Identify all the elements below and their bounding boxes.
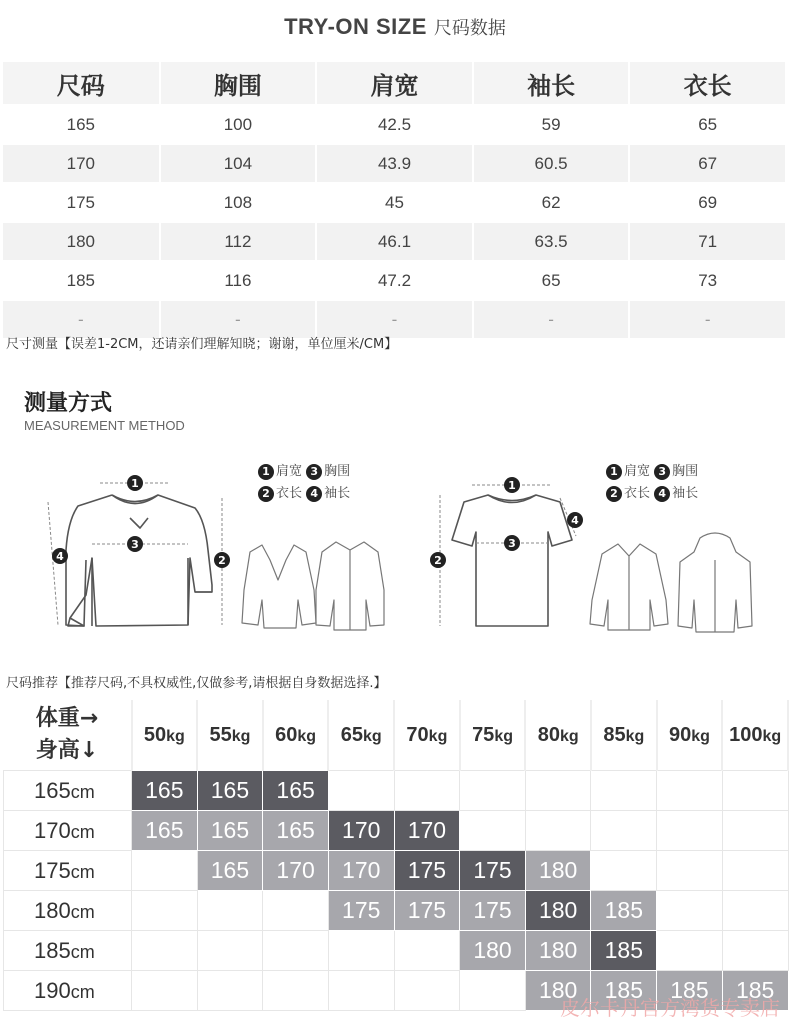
shirt-icon bbox=[590, 544, 668, 630]
size-col-header: 胸围 bbox=[160, 62, 317, 105]
sweater-outline-icon bbox=[68, 495, 212, 626]
table-cell: - bbox=[316, 300, 473, 338]
weight-value: 85 bbox=[603, 723, 626, 746]
height-header bbox=[4, 851, 132, 891]
weight-value: 60 bbox=[275, 723, 298, 746]
weight-unit: kg bbox=[363, 727, 382, 745]
size-table-body bbox=[3, 105, 786, 338]
badge-2: 2 bbox=[258, 486, 274, 502]
table-row bbox=[3, 261, 786, 300]
table-cell: - bbox=[3, 300, 160, 338]
weight-header bbox=[722, 700, 788, 771]
svg-text:4: 4 bbox=[571, 514, 579, 527]
table-row bbox=[4, 771, 789, 811]
height-value: 165 bbox=[34, 777, 71, 803]
page-title bbox=[0, 14, 790, 40]
weight-unit: kg bbox=[166, 727, 185, 745]
weight-unit: kg bbox=[625, 727, 645, 745]
size-cell: 180 bbox=[525, 971, 591, 1011]
height-value: 175 bbox=[34, 857, 71, 883]
height-value: 170 bbox=[34, 817, 71, 843]
table-cell: 175 bbox=[3, 183, 160, 222]
weight-unit: kg bbox=[494, 727, 513, 745]
weight-value: 80 bbox=[537, 723, 560, 746]
height-header bbox=[4, 931, 132, 971]
size-cell: 165 bbox=[263, 771, 329, 811]
weight-unit: kg bbox=[691, 727, 710, 745]
weight-value: 70 bbox=[406, 723, 429, 746]
marker-1-icon bbox=[127, 475, 143, 491]
table-row bbox=[3, 183, 786, 222]
table-cell: 104 bbox=[160, 144, 317, 183]
badge-1: 1 bbox=[258, 464, 274, 480]
weight-header bbox=[263, 700, 329, 771]
size-cell: 165 bbox=[197, 811, 263, 851]
table-cell: 170 bbox=[3, 144, 160, 183]
corner-label bbox=[4, 700, 132, 771]
size-cell bbox=[657, 811, 723, 851]
height-value: 185 bbox=[34, 937, 71, 963]
size-cell bbox=[525, 771, 591, 811]
table-cell: 185 bbox=[3, 261, 160, 300]
size-cell bbox=[657, 891, 723, 931]
size-cell bbox=[132, 971, 198, 1011]
marker-4-icon bbox=[567, 512, 583, 528]
size-cell bbox=[328, 971, 394, 1011]
size-table bbox=[3, 62, 787, 338]
height-value: 190 bbox=[34, 977, 71, 1003]
badge-2: 2 bbox=[606, 486, 622, 502]
table-cell: 108 bbox=[160, 183, 317, 222]
height-header bbox=[4, 971, 132, 1011]
weight-header bbox=[460, 700, 526, 771]
height-unit: cm bbox=[70, 941, 95, 962]
size-cell bbox=[722, 771, 788, 811]
size-cell: 175 bbox=[460, 891, 526, 931]
size-cell bbox=[722, 891, 788, 931]
height-unit: cm bbox=[70, 861, 95, 882]
table-cell: 59 bbox=[473, 105, 630, 144]
size-cell: 180 bbox=[525, 891, 591, 931]
size-cell bbox=[591, 851, 657, 891]
table-row bbox=[4, 811, 789, 851]
marker-3-icon bbox=[127, 536, 143, 552]
size-cell: 170 bbox=[328, 811, 394, 851]
size-cell: 170 bbox=[263, 851, 329, 891]
size-cell: 165 bbox=[263, 811, 329, 851]
height-header bbox=[4, 771, 132, 811]
table-cell: 112 bbox=[160, 222, 317, 261]
table-cell: 71 bbox=[629, 222, 786, 261]
size-cell bbox=[657, 851, 723, 891]
legend-label: 胸围 bbox=[672, 464, 699, 479]
title-cn: 尺码数据 bbox=[433, 18, 506, 39]
weight-value: 65 bbox=[340, 723, 364, 746]
title-en: TRY-ON SIZE bbox=[284, 14, 427, 39]
weight-header bbox=[525, 700, 591, 771]
size-cell: 165 bbox=[132, 771, 198, 811]
svg-text:3: 3 bbox=[131, 538, 139, 551]
legend-label: 袖长 bbox=[324, 486, 351, 501]
table-row bbox=[3, 105, 786, 144]
measure-note: 尺寸测量【误差1-2CM，还请亲们理解知晓；谢谢，单位厘米/CM】 bbox=[6, 337, 398, 352]
table-cell: 69 bbox=[629, 183, 786, 222]
size-cell bbox=[460, 971, 526, 1011]
table-row bbox=[4, 891, 789, 931]
size-cell bbox=[328, 771, 394, 811]
weight-arrow-label: 体重→ bbox=[35, 706, 99, 731]
method-subtitle: MEASUREMENT METHOD bbox=[24, 418, 185, 433]
badge-4: 4 bbox=[654, 486, 670, 502]
recommend-note: 尺码推荐【推荐尺码,不具权威性,仅做参考,请根据自身数据选择.】 bbox=[6, 676, 387, 691]
weight-value: 100 bbox=[729, 723, 763, 746]
size-cell: 175 bbox=[394, 851, 460, 891]
size-cell: 180 bbox=[525, 931, 591, 971]
table-cell: 180 bbox=[3, 222, 160, 261]
legend-label: 衣长 bbox=[624, 486, 651, 501]
legend-label: 肩宽 bbox=[276, 464, 303, 479]
height-unit: cm bbox=[70, 901, 95, 922]
table-row bbox=[3, 144, 786, 183]
table-cell: 47.2 bbox=[316, 261, 473, 300]
tshirt-outline-icon bbox=[452, 495, 572, 626]
suit-jacket-icon bbox=[242, 545, 316, 628]
measurement-illustrations bbox=[0, 440, 790, 650]
size-cell bbox=[197, 931, 263, 971]
weight-unit: kg bbox=[762, 727, 782, 745]
height-header bbox=[4, 891, 132, 931]
size-cell: 185 bbox=[591, 891, 657, 931]
weight-header bbox=[394, 700, 460, 771]
table-row bbox=[4, 851, 789, 891]
table-cell: 45 bbox=[316, 183, 473, 222]
size-cell bbox=[657, 931, 723, 971]
size-cell bbox=[394, 971, 460, 1011]
table-cell: 46.1 bbox=[316, 222, 473, 261]
table-cell: 43.9 bbox=[316, 144, 473, 183]
size-cell bbox=[132, 891, 198, 931]
marker-2-icon bbox=[214, 552, 230, 568]
legend-label: 衣长 bbox=[276, 486, 303, 501]
size-cell: 165 bbox=[132, 811, 198, 851]
size-cell: 180 bbox=[525, 851, 591, 891]
size-cell: 185 bbox=[591, 931, 657, 971]
svg-text:1: 1 bbox=[131, 477, 139, 490]
table-cell: 165 bbox=[3, 105, 160, 144]
weight-value: 90 bbox=[668, 723, 692, 746]
badge-1: 1 bbox=[606, 464, 622, 480]
size-cell: 170 bbox=[394, 811, 460, 851]
size-cell: 185 bbox=[591, 971, 657, 1011]
svg-text:1: 1 bbox=[508, 479, 516, 492]
table-row bbox=[3, 222, 786, 261]
size-cell: 175 bbox=[460, 851, 526, 891]
weight-header bbox=[132, 700, 198, 771]
marker-2-icon bbox=[430, 552, 446, 568]
size-cell: 175 bbox=[328, 891, 394, 931]
marker-1-icon bbox=[504, 477, 520, 493]
method-title: 测量方式 bbox=[24, 391, 113, 416]
table-row bbox=[4, 931, 789, 971]
size-cell bbox=[394, 931, 460, 971]
legend-label: 胸围 bbox=[324, 464, 351, 479]
marker-4-icon bbox=[52, 548, 68, 564]
size-cell bbox=[132, 851, 198, 891]
table-cell: 65 bbox=[473, 261, 630, 300]
badge-4: 4 bbox=[306, 486, 322, 502]
size-cell: 175 bbox=[394, 891, 460, 931]
size-cell: 170 bbox=[328, 851, 394, 891]
table-cell: 100 bbox=[160, 105, 317, 144]
weight-value: 50 bbox=[143, 723, 167, 746]
weight-value: 55 bbox=[209, 723, 232, 746]
badge-3: 3 bbox=[306, 464, 322, 480]
size-cell bbox=[525, 811, 591, 851]
weight-header bbox=[197, 700, 263, 771]
table-cell: 60.5 bbox=[473, 144, 630, 183]
size-table-header bbox=[3, 62, 786, 105]
size-cell bbox=[657, 771, 723, 811]
table-cell: - bbox=[160, 300, 317, 338]
table-cell: 63.5 bbox=[473, 222, 630, 261]
marker-3-icon bbox=[504, 535, 520, 551]
table-cell: 116 bbox=[160, 261, 317, 300]
size-cell bbox=[722, 811, 788, 851]
height-arrow-label: 身高↓ bbox=[35, 738, 99, 763]
size-col-header: 袖长 bbox=[473, 62, 630, 105]
size-cell: 180 bbox=[460, 931, 526, 971]
table-cell: 65 bbox=[629, 105, 786, 144]
watermark: 皮尔卡丹官方湾货专卖店 bbox=[560, 996, 780, 1020]
size-cell bbox=[394, 771, 460, 811]
size-cell bbox=[722, 931, 788, 971]
table-cell: 67 bbox=[629, 144, 786, 183]
legend-label: 肩宽 bbox=[624, 464, 651, 479]
size-cell bbox=[328, 931, 394, 971]
table-cell: 42.5 bbox=[316, 105, 473, 144]
table-cell: 62 bbox=[473, 183, 630, 222]
size-cell bbox=[460, 811, 526, 851]
size-col-header: 衣长 bbox=[629, 62, 786, 105]
svg-text:2: 2 bbox=[434, 554, 442, 567]
track-jacket-icon bbox=[316, 542, 384, 630]
table-cell: - bbox=[629, 300, 786, 338]
svg-text:3: 3 bbox=[508, 537, 516, 550]
height-unit: cm bbox=[70, 821, 95, 842]
height-value: 180 bbox=[34, 897, 71, 923]
table-cell: 73 bbox=[629, 261, 786, 300]
size-cell bbox=[591, 811, 657, 851]
legend-label: 袖长 bbox=[672, 486, 699, 501]
size-cell bbox=[722, 851, 788, 891]
recommend-table bbox=[3, 700, 789, 1011]
size-cell bbox=[263, 931, 329, 971]
size-cell bbox=[197, 971, 263, 1011]
height-header bbox=[4, 811, 132, 851]
size-col-header: 尺码 bbox=[3, 62, 160, 105]
table-cell: - bbox=[473, 300, 630, 338]
size-cell bbox=[460, 771, 526, 811]
weight-unit: kg bbox=[428, 727, 448, 745]
weight-header bbox=[657, 700, 723, 771]
size-cell: 165 bbox=[197, 771, 263, 811]
size-cell: 165 bbox=[197, 851, 263, 891]
height-unit: cm bbox=[70, 781, 95, 802]
weight-unit: kg bbox=[297, 727, 317, 745]
size-cell bbox=[197, 891, 263, 931]
recommend-header bbox=[4, 700, 789, 771]
hoodie-icon bbox=[678, 533, 752, 632]
size-cell: 185 bbox=[722, 971, 788, 1011]
height-unit: cm bbox=[70, 981, 95, 1002]
size-cell bbox=[591, 771, 657, 811]
recommend-body bbox=[4, 771, 789, 1011]
size-cell bbox=[263, 891, 329, 931]
weight-header bbox=[591, 700, 657, 771]
weight-value: 75 bbox=[472, 723, 495, 746]
weight-unit: kg bbox=[231, 727, 251, 745]
size-cell bbox=[263, 971, 329, 1011]
size-cell bbox=[132, 931, 198, 971]
weight-header bbox=[328, 700, 394, 771]
svg-text:2: 2 bbox=[218, 554, 226, 567]
weight-unit: kg bbox=[559, 727, 579, 745]
svg-text:4: 4 bbox=[56, 550, 64, 563]
badge-3: 3 bbox=[654, 464, 670, 480]
size-col-header: 肩宽 bbox=[316, 62, 473, 105]
size-cell: 185 bbox=[657, 971, 723, 1011]
